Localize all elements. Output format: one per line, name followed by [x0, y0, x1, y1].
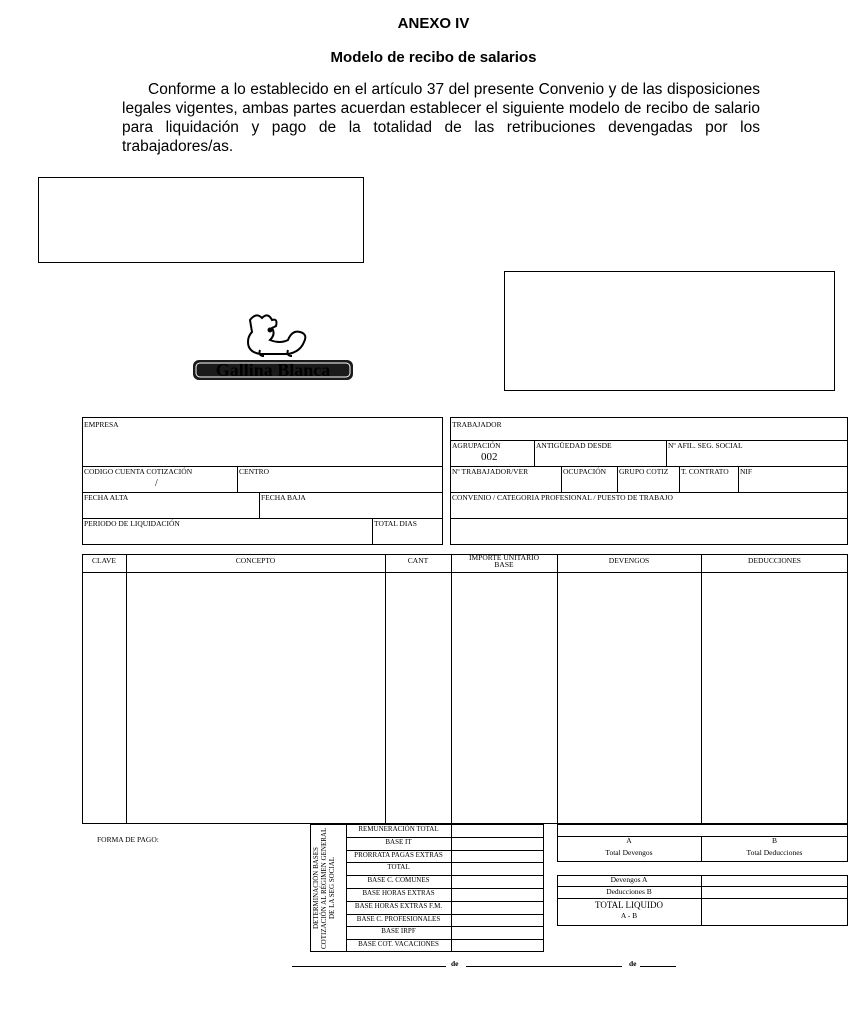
company-address-box — [38, 177, 364, 263]
antiguedad-label: ANTIGÜEDAD DESDE — [536, 441, 612, 450]
codigo-cuenta-value: / — [155, 478, 158, 489]
trabajador-block — [450, 417, 848, 545]
bases-row-label: BASE IRPF — [381, 927, 416, 935]
codigo-cuenta-label: CODIGO CUENTA COTIZACIÓN — [84, 467, 193, 476]
footer-de-1: de — [451, 959, 459, 968]
bases-row-label: BASE HORAS EXTRAS F.M. — [354, 902, 443, 910]
total-b-letter: B — [771, 836, 777, 845]
trabajador-label: TRABAJADOR — [452, 420, 502, 429]
footer-de-2: de — [629, 959, 637, 968]
total-deducciones-label: Total Deducciones — [746, 848, 803, 857]
deducciones-b-label: Deducciones B — [606, 887, 652, 896]
bases-row-label: TOTAL — [387, 863, 410, 871]
gallina-blanca-logo — [192, 310, 354, 382]
fecha-alta-label: FECHA ALTA — [84, 493, 129, 502]
agrupacion-value: 002 — [481, 451, 498, 463]
col-importe: IMPORTE UNITARIO — [469, 553, 539, 562]
bases-row-label: BASE C. PROFESIONALES — [356, 915, 441, 923]
total-liquido-label: TOTAL LIQUIDO — [594, 900, 663, 910]
col-cant: CANT — [407, 556, 429, 565]
hen-icon — [192, 310, 354, 382]
fecha-baja-label: FECHA BAJA — [261, 493, 306, 502]
afil-label: Nº AFIL. SEG. SOCIAL — [668, 441, 743, 450]
empresa-label: EMPRESA — [84, 420, 119, 429]
bases-row-label: PRORRATA PAGAS EXTRAS — [354, 851, 443, 859]
bases-row-label: BASE COT. VACACIONES — [358, 940, 439, 948]
bases-row-label: BASE IT — [385, 838, 412, 846]
col-concepto: CONCEPTO — [235, 556, 276, 565]
logo-text: Gallina Blanca — [215, 360, 331, 380]
total-a-letter: A — [626, 836, 632, 845]
annex-subtitle: Modelo de recibo de salarios — [330, 49, 537, 66]
a-minus-b-label: A - B — [620, 911, 638, 920]
bases-row-label: BASE C. COMUNES — [367, 876, 430, 884]
grupo-cotiz-label: GRUPO COTIZ — [619, 467, 669, 476]
ocupacion-label: OCUPACIÓN — [563, 467, 607, 476]
total-dias-label: TOTAL DIAS — [374, 519, 417, 528]
col-base: BASE — [494, 560, 514, 569]
concepts-table — [82, 554, 848, 824]
devengos-a-label: Devengos A — [610, 875, 648, 884]
periodo-label: PERIODO DE LIQUIDACIÓN — [84, 519, 180, 528]
col-devengos: DEVENGOS — [608, 556, 650, 565]
worker-address-box — [504, 271, 835, 391]
col-deducciones: DEDUCCIONES — [748, 556, 801, 565]
forma-pago-label: FORMA DE PAGO: — [97, 835, 159, 844]
centro-label: CENTRO — [239, 467, 269, 476]
bases-row-label: BASE HORAS EXTRAS — [362, 889, 435, 897]
bases-vertical-label: DETERMINACIÓN BASES COTIZACIÓN AL RÉGIMEN GENERAL DE LA SEG SOCIAL — [312, 827, 336, 949]
num-trabajador-label: Nº TRABAJADOR/VER — [452, 467, 529, 476]
agrupacion-label: AGRUPACIÓN — [452, 441, 501, 450]
bases-row-label: REMUNERACIÓN TOTAL — [358, 825, 439, 833]
col-clave: CLAVE — [91, 556, 117, 565]
tipo-contrato-label: T. CONTRATO — [681, 467, 729, 476]
annex-title: ANEXO IV — [397, 15, 470, 32]
convenio-label: CONVENIO / CATEGORIA PROFESIONAL / PUESTO DE TRABAJO — [452, 493, 673, 502]
total-devengos-label: Total Devengos — [605, 848, 653, 857]
intro-paragraph: Conforme a lo establecido en el artículo 37 del presente Convenio y de las disposiciones legales vigentes, ambas partes acuerdan establecer el siguiente modelo de recibo de salario para liquidación y pago de la totalidad de las retribuciones devengadas por los trabajadores/as. — [122, 81, 760, 155]
nif-label: NIF — [740, 467, 753, 476]
